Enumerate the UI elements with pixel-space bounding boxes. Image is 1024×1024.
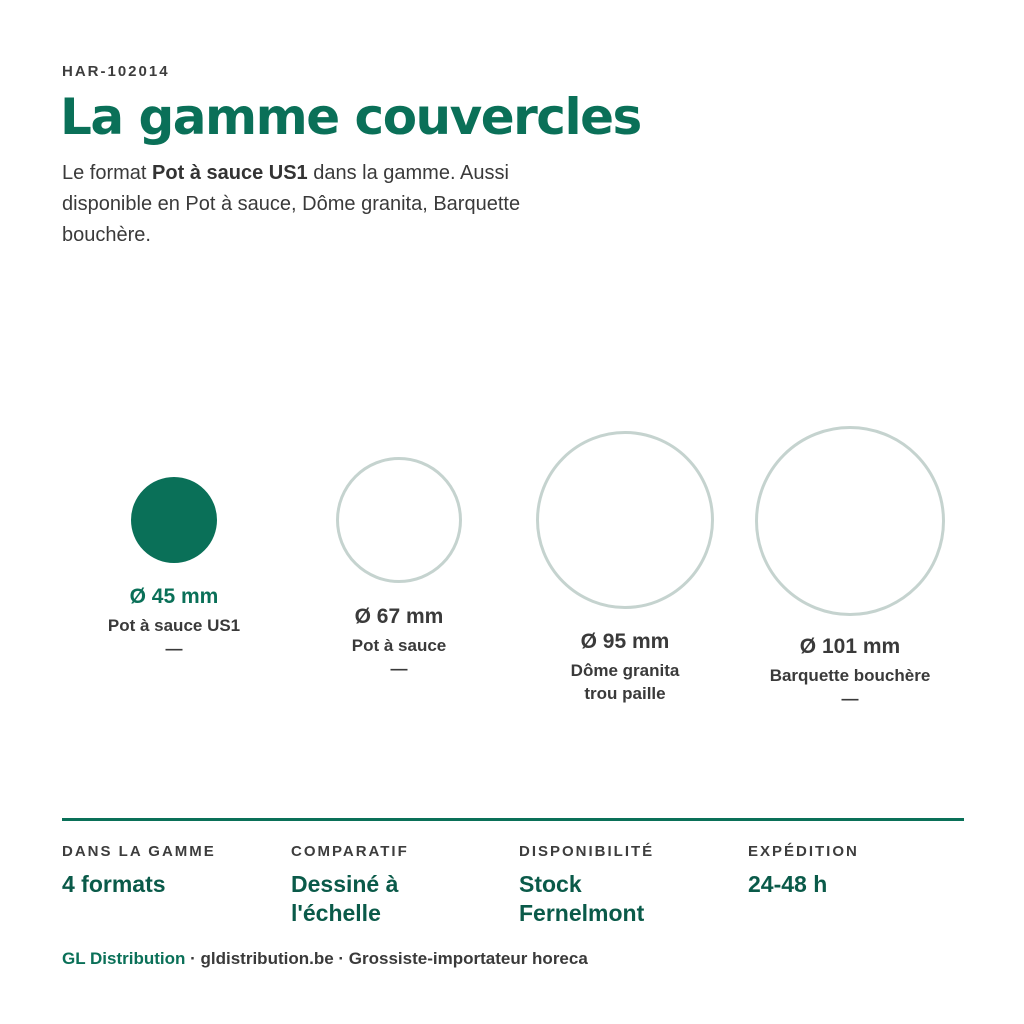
stat-availability: [519, 843, 689, 928]
format-name: Barquette bouchère: [769, 666, 931, 685]
stat-value: 4 formats: [62, 871, 166, 897]
format-label-0: [64, 584, 284, 660]
footer-separator: ·: [185, 949, 201, 968]
format-label-2: [515, 629, 735, 705]
stat-range: [62, 843, 272, 899]
stat-value: Stock Fernelmont: [519, 871, 645, 926]
footer-brand: GL Distribution: [62, 949, 186, 968]
format-name: Pot à sauce: [351, 636, 447, 655]
stat-label: DISPONIBILITÉ: [519, 843, 655, 860]
format-extra: trou paille: [584, 684, 666, 703]
product-reference: HAR-102014: [62, 63, 170, 80]
footer-website: gldistribution.be: [200, 949, 334, 968]
intro-prefix: Le format: [62, 162, 153, 184]
footer: [62, 949, 588, 969]
format-circle-0: [131, 477, 217, 563]
format-diameter: Ø 67 mm: [354, 605, 444, 628]
format-label-3: [740, 634, 960, 710]
footer-tagline: Grossiste-importateur horeca: [348, 949, 588, 968]
format-diameter: Ø 101 mm: [799, 635, 901, 658]
format-circle-1: [336, 457, 462, 583]
format-comparison: [0, 400, 1024, 740]
format-circle-2: [536, 431, 714, 609]
stat-comparison: [291, 843, 451, 928]
stat-label: EXPÉDITION: [748, 843, 859, 860]
intro-text: [62, 158, 582, 251]
section-divider: [62, 818, 964, 821]
format-name: Dôme granita: [570, 661, 680, 680]
format-diameter: Ø 95 mm: [580, 630, 670, 653]
intro-suffix: dans la gamme. Aussi disponible en Pot à sauce, Dôme granita, Barquette bouchère.: [62, 162, 521, 246]
page-title: La gamme couvercles: [60, 88, 641, 146]
stat-label: DANS LA GAMME: [62, 843, 216, 860]
format-circle-3: [755, 426, 945, 616]
format-label-1: [289, 604, 509, 680]
format-extra: —: [390, 659, 408, 678]
footer-separator: ·: [333, 949, 349, 968]
format-name: Pot à sauce US1: [107, 616, 241, 635]
stat-shipping: [748, 843, 958, 899]
stat-label: COMPARATIF: [291, 843, 409, 860]
stat-value: Dessiné à l'échelle: [291, 871, 399, 926]
format-extra: —: [841, 689, 859, 708]
format-diameter: Ø 45 mm: [129, 585, 219, 608]
intro-highlight: Pot à sauce US1: [152, 162, 308, 184]
stat-value: 24-48 h: [748, 871, 828, 897]
format-extra: —: [165, 639, 183, 658]
